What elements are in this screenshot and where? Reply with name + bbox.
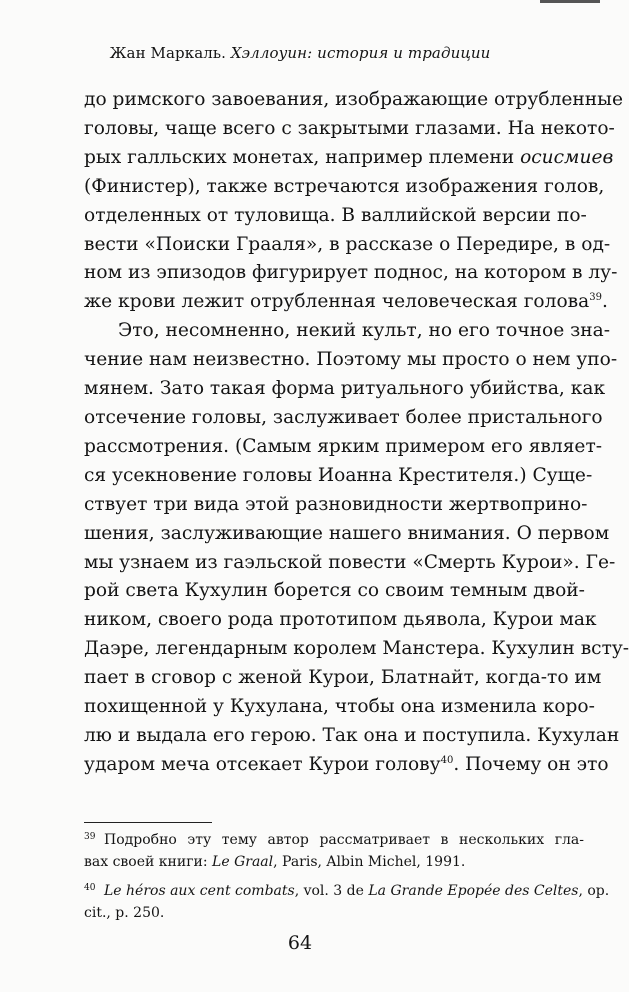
text-line: ником, своего рода прототипом дьявола, Курои мак [84, 609, 597, 631]
footnote-line: вах своей книги: Le Graal, Paris, Albin Michel, 1991. [84, 854, 466, 870]
footnote-40 [84, 880, 610, 924]
text-line: Даэре, легендарным королем Манстера. Кухулин всту- [84, 638, 629, 660]
header-author: Жан Маркаль. [109, 44, 227, 62]
italic-term: осисмиев [520, 146, 614, 168]
text-line: мы узнаем из гаэльской повести «Смерть Курои». Ге- [84, 551, 616, 573]
header-title: Хэллоуин: история и традиции [230, 44, 491, 62]
footnote-divider [84, 822, 212, 823]
text-line: вести «Поиски Грааля», в рассказе о Передире, в од- [84, 233, 611, 255]
text-line: ном из эпизодов фигурирует поднос, на котором в лу- [84, 262, 618, 284]
running-header [0, 44, 600, 62]
footnotes [84, 829, 610, 931]
scan-edge-mark [540, 0, 600, 3]
footnote-ref-39[interactable]: 39 [589, 292, 602, 304]
text-line: отсечение головы, заслуживает более пристального [84, 406, 603, 428]
main-text [84, 86, 629, 780]
text-line: ствует три вида этой разновидности жертвоприно- [84, 493, 588, 515]
text-line: мянем. Зато такая форма ритуального убийства, как [84, 378, 606, 400]
footnote-39 [84, 829, 584, 873]
text-line: головы, чаще всего с закрытыми глазами. На некото- [84, 117, 615, 139]
text-line: чение нам неизвестно. Поэтому мы просто о нем упо- [84, 349, 618, 371]
footnote-ref-40[interactable]: 40 [440, 754, 454, 766]
text-line: ся усекновение головы Иоанна Крестителя.) Суще- [84, 464, 593, 486]
text-line: похищенной у Кухулана, чтобы она изменила коро- [84, 696, 595, 718]
text-line: рых галльских монетах, например племени осисмиев [84, 146, 614, 168]
text-line: (Финистер), также встречаются изображения голов, [84, 175, 605, 197]
text-line: лю и выдала его герою. Так она и поступила. Кухулан [84, 724, 620, 746]
footnote-line: 40 Le héros aux cent combats, vol. 3 de La Grande Epopée des Celtes, op. [84, 883, 610, 899]
text-line: до римского завоевания, изображающие отрубленные [84, 89, 623, 110]
footnote-line: cit., p. 250. [84, 905, 165, 921]
text-line: Это, несомненно, некий культ, но его точное зна- [118, 320, 611, 342]
text-line: рой света Кухулин борется со своим темным двой- [84, 580, 585, 602]
text-line: пает в сговор с женой Курои, Блатнайт, когда-то им [84, 667, 602, 689]
book-title: Le Graal [212, 854, 274, 870]
footnote-line: 39 Подробно эту тему автор рассматривает в нескольких гла- [84, 832, 584, 848]
text-line: ударом меча отсекает Курои голову$^{40}$. Почему он это [84, 753, 609, 775]
book-title: La Grande Epopée des Celtes [368, 883, 579, 899]
page-number: 64 [287, 932, 313, 954]
text-line: рассмотрения. (Самым ярким примером его являет- [84, 435, 603, 457]
text-line: же крови лежит отрубленная человеческая голова$^{39}$. [84, 291, 608, 313]
book-title: Le héros aux cent combats [104, 883, 295, 899]
text-line: шения, заслуживающие нашего внимания. О первом [84, 522, 610, 544]
text-line: отделенных от туловища. В валлийской версии по- [84, 204, 587, 226]
